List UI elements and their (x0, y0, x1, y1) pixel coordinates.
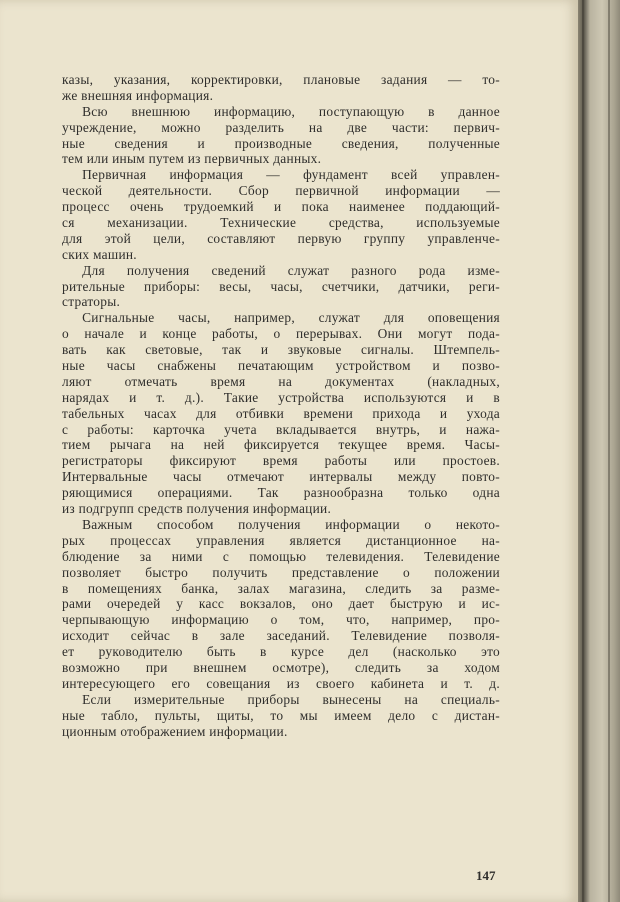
text-line: в помещениях банка, залах магазина, следить за разме- (62, 580, 500, 596)
text-line: регистраторы фиксируют время работы или простоев. (62, 453, 500, 469)
text-line: ные часы снабжены печатающим устройством и позво- (62, 358, 500, 374)
text-line: ет руководителю быть в курсе дел (насколько это (62, 644, 500, 660)
text-line: ные табло, пульты, щиты, то мы имеем дело с дистан- (62, 707, 500, 723)
text-line: Важным способом получения информации о некото- (82, 516, 500, 532)
text-line: Всю внешнюю информацию, поступающую в данное (82, 103, 500, 119)
text-line: с работы: карточка учета вкладывается внутрь, и нажа- (62, 421, 500, 437)
text-line: блюдение за ними с помощью телевидения. Телевидение (62, 548, 500, 564)
text-line: Интервальные часы отмечают интервалы между повто- (62, 469, 500, 485)
text-line: учреждение, можно разделить на две части: первич- (62, 119, 500, 135)
text-line: позволяет быстро получить представление о положении (62, 564, 500, 580)
text-line: ляют отмечать время на документах (накладных, (62, 373, 500, 389)
text-line: ряющимися операциями. Так разнообразна только одна (62, 485, 500, 501)
text-line: Первичная информация — фундамент всей управлен- (82, 167, 500, 183)
text-line: ные сведения и производные сведения, полученные (62, 135, 500, 151)
text-line: вать как световые, так и звуковые сигналы. Штемпель- (62, 342, 500, 358)
text-line: казы, указания, корректировки, плановые задания — то- (62, 72, 500, 87)
text-line: тием рычага на ней фиксируется текущее время. Часы- (62, 437, 500, 453)
text-line: Если измерительные приборы вынесены на специаль- (82, 691, 500, 707)
text-line: для этой цели, составляют первую группу управленче- (62, 230, 500, 246)
text-line: Сигнальные часы, например, служат для оповещения (82, 310, 500, 326)
text-line: ся механизации. Технические средства, используемые (62, 215, 500, 231)
text-line: ционным отображением информации. (62, 723, 288, 739)
text-line: нарядах и т. д.). Такие устройства используются и в (62, 389, 500, 405)
text-line: же внешняя информация. (62, 87, 214, 103)
text-line: тем или иным путем из первичных данных. (62, 151, 322, 167)
text-line: о начале и конце работы, о перерывах. Они могут пода- (62, 326, 500, 342)
text-line: возможно при внешнем осмотре), следить за ходом (62, 659, 500, 675)
text-line: процесс очень трудоемкий и пока наименее поддающий- (62, 199, 500, 215)
body-text (62, 72, 500, 739)
text-line: ческой деятельности. Сбор первичной информации — (62, 183, 500, 199)
edge-line (582, 0, 584, 902)
text-line: из подгрупп средств получения информации. (62, 501, 332, 517)
book-spine-edge (578, 0, 620, 902)
text-line: ских машин. (62, 246, 137, 262)
text-line: Для получения сведений служат разного рода изме- (82, 262, 500, 278)
page-number: 147 (476, 868, 496, 883)
text-line: рых процессах управления является дистанционное на- (62, 532, 500, 548)
text-line: табельных часах для отбивки времени прихода и ухода (62, 405, 500, 421)
text-line: исходит сейчас в зале заседаний. Телевидение позволя- (62, 628, 500, 644)
text-line: рительные приборы: весы, часы, счетчики, датчики, реги- (62, 278, 500, 294)
text-line: интересующего его совещания из своего кабинета и т. д. (62, 675, 500, 691)
text-line: рами очередей у касс вокзалов, оно дает быструю и ис- (62, 596, 500, 612)
text-line: страторы. (62, 294, 121, 310)
text-line: черпывающую информацию о том, что, например, про- (62, 612, 500, 628)
edge-line (608, 0, 610, 902)
